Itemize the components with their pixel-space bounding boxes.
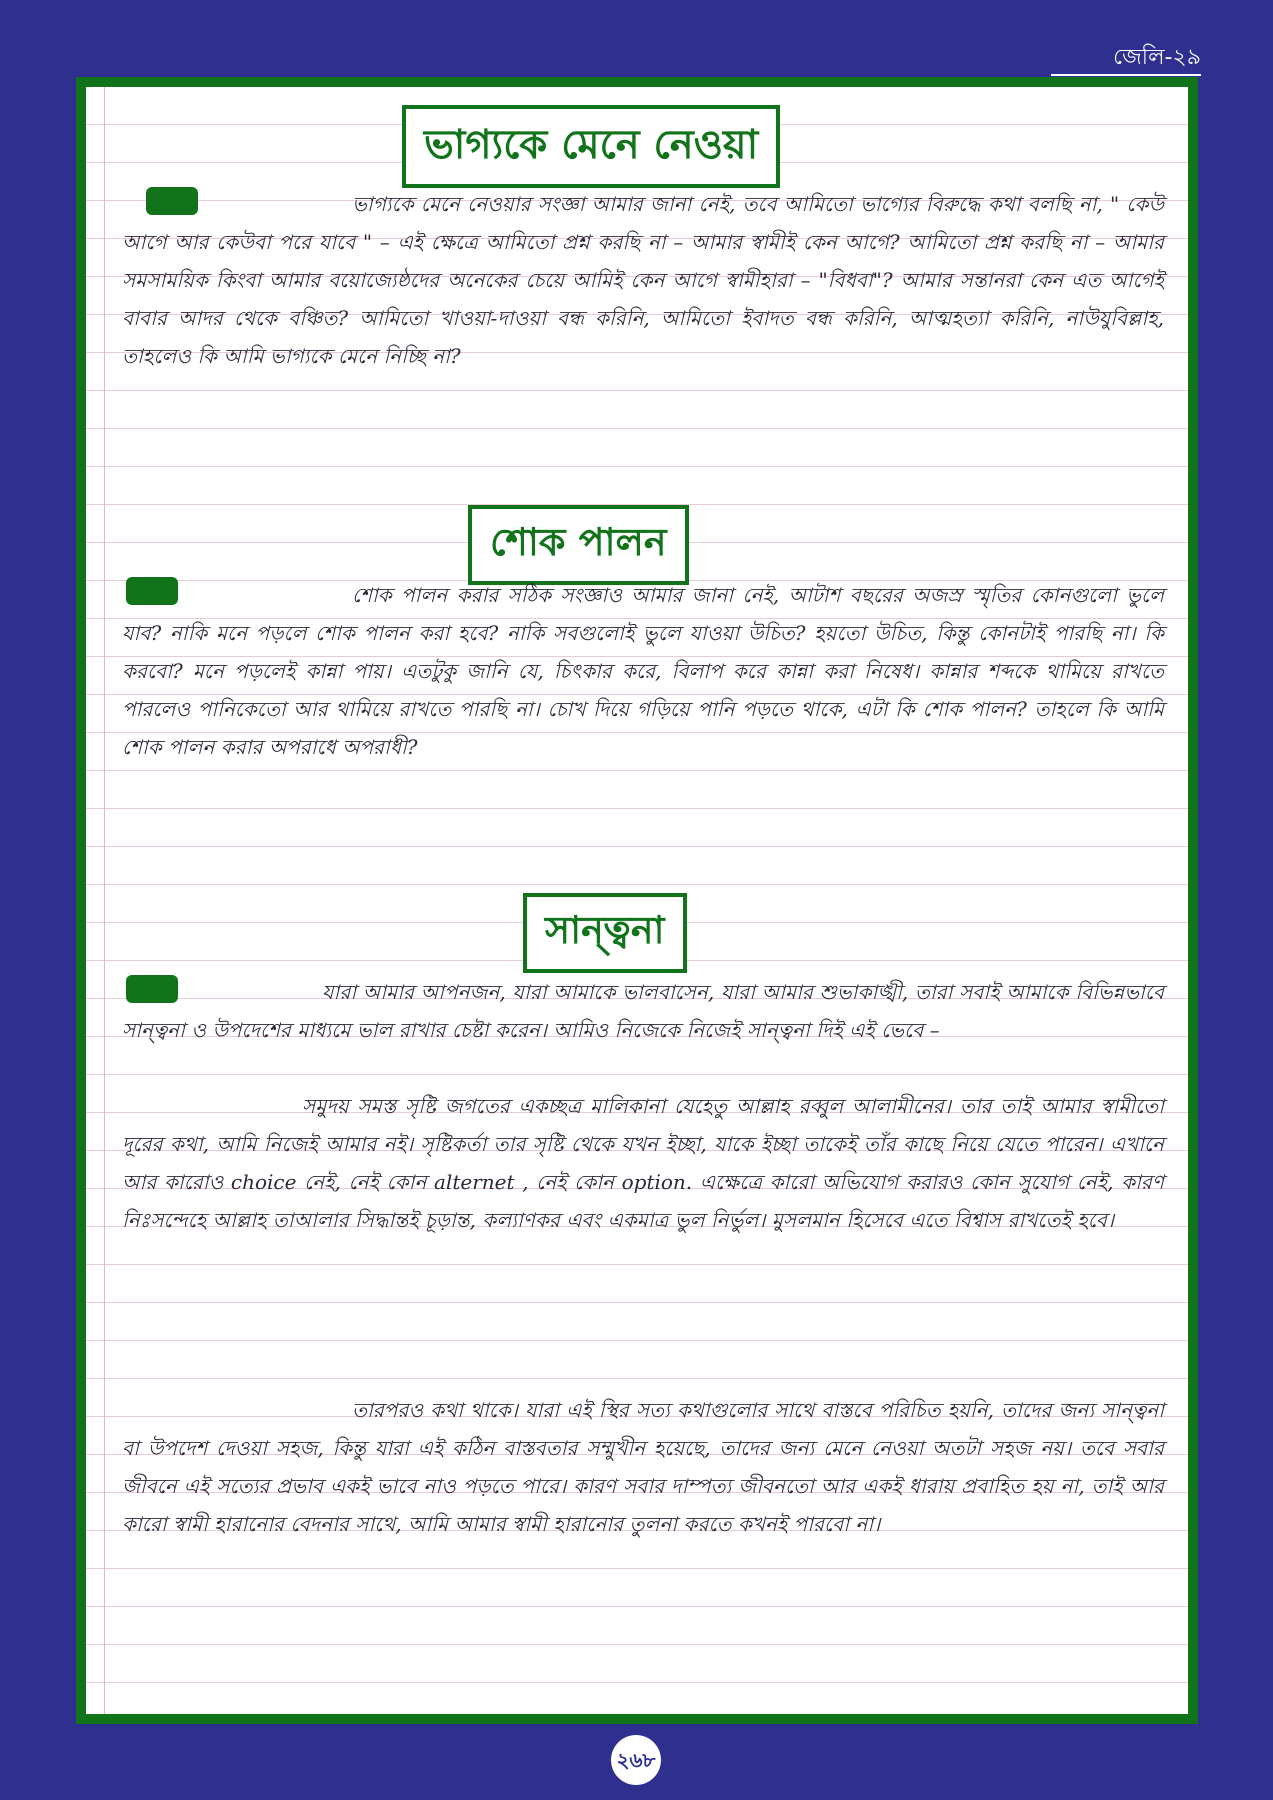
chapter-tag: জেলি-২৯ <box>1113 45 1201 70</box>
section-paragraph-consolation-2: সমুদয় সমস্ত সৃষ্টি জগতের একচ্ছত্র মালিকানা যেহেতু আল্লাহ রব্বুল আলামীনের। তার তাই আমার স্বামীতো দূরের কথা, আমি নিজেই আমার নই। সৃষ্টিকর্তা তার সৃষ্টি থেকে যখন ইচ্ছা, যাকে ইচ্ছা তাকেই তাঁর কাছে নিয়ে যেতে পারেন। এখানে আর কারোও choice নেই, নেই কোন alternet , নেই কোন option. এক্ষেত্রে কারো অভিযোগ করারও কোন সুযোগ নেই, কারণ নিঃসন্দেহে আল্লাহ তাআলার সিদ্ধান্তই চূড়ান্ত, কল্যাণকর এবং একমাত্র ভুল নির্ভুল। মুসলমান হিসেবে এতে বিশ্বাস রাখতেই হবে। <box>122 1094 1164 1232</box>
section-paragraph-consolation-1: যারা আমার আপনজন, যারা আমাকে ভালবাসেন, যারা আমার শুভাকাঙ্খী, তারা সবাই আমাকে বিভিন্নভাবে সান্ত্বনা ও উপদেশের মাধ্যমে ভাল রাখার চেষ্টা করেন। আমিও নিজেকে নিজেই সান্ত্বনা দিই এই ভেবে – <box>122 980 1164 1042</box>
section-paragraph-consolation-3: তারপরও কথা থাকে। যারা এই স্থির সত্য কথাগুলোর সাথে বাস্তবে পরিচিত হয়নি, তাদের জন্য সান্ত্বনা বা উপদেশ দেওয়া সহজ, কিন্তু যারা এই কঠিন বাস্তবতার সম্মুখীন হয়েছে, তাদের জন্য মেনে নেওয়া অতটা সহজ নয়। তবে সবার জীবনে এই সত্যের প্রভাব একই ভাবে নাও পড়তে পারে। কারণ সবার দাম্পত্য জীবনতো আর একই ধারায় প্রবাহিত হয় না, তাই আর কারো স্বামী হারানোর বেদনার সাথে, আমি আমার স্বামী হারানোর তুলনা করতে কখনই পারবো না। <box>122 1398 1164 1536</box>
chapter-tag-underline <box>1051 74 1201 76</box>
section-title-fate: ভাগ্যকে মেনে নেওয়া <box>402 105 780 188</box>
section-title-mourning: শোক পালন <box>468 505 689 585</box>
page-frame <box>76 77 1198 1724</box>
page-number: ২৬৮ <box>611 1735 661 1785</box>
section-paragraph-mourning: শোক পালন করার সঠিক সংজ্ঞাও আমার জানা নেই, আটাশ বছরের অজস্র স্মৃতির কোনগুলো ভুলে যাব? নাকি মনে পড়লে শোক পালন করা হবে? নাকি সবগুলোই ভুলে যাওয়া উচিত? হয়তো উচিত, কিন্তু কোনটাই পারছি না। কি করবো? মনে পড়লেই কান্না পায়। এতটুকু জানি যে, চিৎকার করে, বিলাপ করে কান্না করা নিষেধ। কান্নার শব্দকে থামিয়ে রাখতে পারলেও পানিকেতো আর থামিয়ে রাখতে পারছি না। চোখ দিয়ে গড়িয়ে পানি পড়তে থাকে, এটা কি শোক পালন? তাহলে কি আমি শোক পালন করার অপরাধে অপরাধী? <box>122 583 1164 759</box>
section-paragraph-fate: ভাগ্যকে মেনে নেওয়ার সংজ্ঞা আমার জানা নেই, তবে আমিতো ভাগ্যের বিরুদ্ধে কথা বলছি না, " কেউ আগে আর কেউবা পরে যাবে " – এই ক্ষেত্রে আমিতো প্রশ্ন করছি না – আমার স্বামীই কেন আগে? আমিতো প্রশ্ন করছি না – আমার সমসাময়িক কিংবা আমার বয়োজ্যেষ্ঠদের অনেকের চেয়ে আমিই কেন আগে স্বামীহারা – "বিধবা"? আমার সন্তানরা কেন এত আগেই বাবার আদর থেকে বঞ্চিত? আমিতো খাওয়া-দাওয়া বন্ধ করিনি, আমিতো ইবাদত বন্ধ করিনি, আত্মহত্যা করিনি, নাউযুবিল্লাহ, তাহলেও কি আমি ভাগ্যকে মেনে নিচ্ছি না? <box>122 192 1164 368</box>
margin-line <box>104 87 105 1714</box>
notebook-page <box>86 87 1188 1714</box>
section-title-consolation: সান্ত্বনা <box>523 893 687 973</box>
